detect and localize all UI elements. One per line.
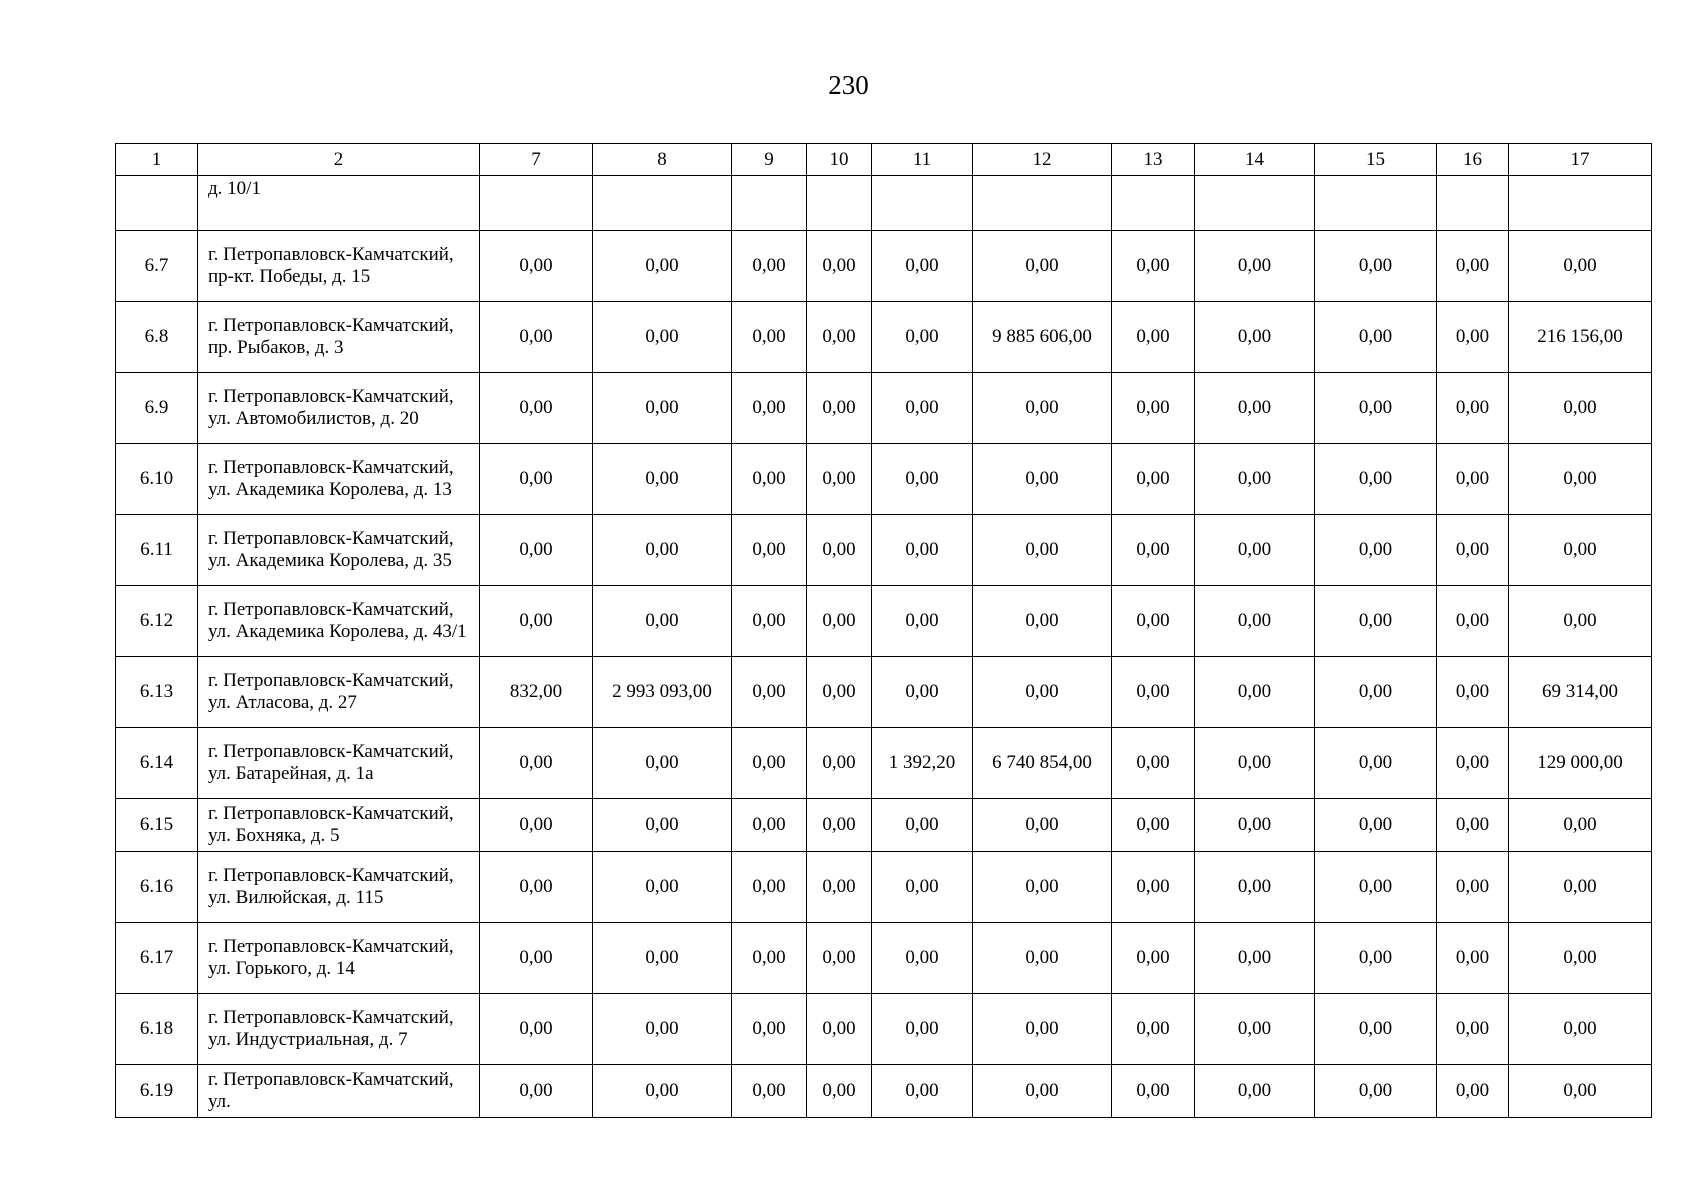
value-cell: 0,00 bbox=[807, 515, 872, 586]
value-cell: 0,00 bbox=[1112, 799, 1195, 852]
value-cell: 0,00 bbox=[973, 657, 1112, 728]
value-cell: 0,00 bbox=[1509, 586, 1652, 657]
row-number-cell: 6.18 bbox=[116, 994, 198, 1065]
value-cell: 0,00 bbox=[807, 852, 872, 923]
table-row-continued bbox=[116, 176, 1652, 231]
table-row bbox=[116, 302, 1652, 373]
value-cell: 832,00 bbox=[480, 657, 593, 728]
value-cell: 2 993 093,00 bbox=[593, 657, 732, 728]
table-row bbox=[116, 852, 1652, 923]
value-cell: 0,00 bbox=[1437, 586, 1509, 657]
value-cell: 0,00 bbox=[1509, 994, 1652, 1065]
value-cell: 0,00 bbox=[480, 1065, 593, 1118]
value-cell: 0,00 bbox=[807, 444, 872, 515]
row-number-cell: 6.9 bbox=[116, 373, 198, 444]
value-cell bbox=[1315, 176, 1437, 231]
table-row bbox=[116, 923, 1652, 994]
value-cell: 0,00 bbox=[1315, 444, 1437, 515]
value-cell: 0,00 bbox=[1437, 852, 1509, 923]
value-cell: 0,00 bbox=[593, 1065, 732, 1118]
address-cell: д. 10/1 bbox=[198, 176, 480, 231]
value-cell: 0,00 bbox=[1112, 923, 1195, 994]
value-cell: 0,00 bbox=[1315, 231, 1437, 302]
header-cell: 7 bbox=[480, 144, 593, 176]
value-cell: 0,00 bbox=[593, 302, 732, 373]
value-cell: 0,00 bbox=[480, 302, 593, 373]
address-cell: г. Петропавловск-Камчатский, пр. Рыбаков, д. 3 bbox=[198, 302, 480, 373]
value-cell: 0,00 bbox=[807, 231, 872, 302]
value-cell: 0,00 bbox=[732, 515, 807, 586]
value-cell: 0,00 bbox=[1195, 444, 1315, 515]
value-cell: 0,00 bbox=[1509, 515, 1652, 586]
value-cell: 0,00 bbox=[872, 657, 973, 728]
value-cell: 216 156,00 bbox=[1509, 302, 1652, 373]
value-cell bbox=[973, 176, 1112, 231]
header-cell: 11 bbox=[872, 144, 973, 176]
address-cell: г. Петропавловск-Камчатский, ул. Академика Королева, д. 43/1 bbox=[198, 586, 480, 657]
value-cell: 9 885 606,00 bbox=[973, 302, 1112, 373]
address-cell: г. Петропавловск-Камчатский, ул. Батарейная, д. 1а bbox=[198, 728, 480, 799]
row-number-cell: 6.16 bbox=[116, 852, 198, 923]
value-cell: 0,00 bbox=[973, 444, 1112, 515]
value-cell: 1 392,20 bbox=[872, 728, 973, 799]
address-cell: г. Петропавловск-Камчатский, ул. Горького, д. 14 bbox=[198, 923, 480, 994]
address-cell: г. Петропавловск-Камчатский, ул. Атласова, д. 27 bbox=[198, 657, 480, 728]
value-cell: 0,00 bbox=[1437, 444, 1509, 515]
header-cell: 1 bbox=[116, 144, 198, 176]
table-row bbox=[116, 799, 1652, 852]
value-cell: 0,00 bbox=[1195, 799, 1315, 852]
row-number-cell: 6.13 bbox=[116, 657, 198, 728]
value-cell bbox=[1112, 176, 1195, 231]
value-cell: 0,00 bbox=[973, 1065, 1112, 1118]
value-cell: 0,00 bbox=[872, 586, 973, 657]
table-row bbox=[116, 444, 1652, 515]
value-cell: 0,00 bbox=[1509, 231, 1652, 302]
value-cell: 0,00 bbox=[1315, 799, 1437, 852]
table-row bbox=[116, 994, 1652, 1065]
header-row bbox=[116, 144, 1652, 176]
value-cell: 0,00 bbox=[1112, 994, 1195, 1065]
value-cell: 0,00 bbox=[1509, 373, 1652, 444]
header-cell: 15 bbox=[1315, 144, 1437, 176]
value-cell: 0,00 bbox=[973, 373, 1112, 444]
table-row bbox=[116, 373, 1652, 444]
value-cell: 0,00 bbox=[1195, 302, 1315, 373]
value-cell: 0,00 bbox=[732, 444, 807, 515]
value-cell: 0,00 bbox=[807, 923, 872, 994]
value-cell: 0,00 bbox=[1112, 1065, 1195, 1118]
value-cell: 0,00 bbox=[1195, 586, 1315, 657]
address-cell: г. Петропавловск-Камчатский, ул. Индустриальная, д. 7 bbox=[198, 994, 480, 1065]
row-number-cell: 6.17 bbox=[116, 923, 198, 994]
value-cell: 0,00 bbox=[732, 373, 807, 444]
value-cell: 0,00 bbox=[480, 373, 593, 444]
value-cell: 0,00 bbox=[807, 728, 872, 799]
value-cell: 0,00 bbox=[732, 728, 807, 799]
value-cell: 0,00 bbox=[1437, 231, 1509, 302]
value-cell: 0,00 bbox=[1112, 586, 1195, 657]
value-cell bbox=[1195, 176, 1315, 231]
value-cell: 0,00 bbox=[872, 852, 973, 923]
table-row bbox=[116, 657, 1652, 728]
value-cell bbox=[807, 176, 872, 231]
row-number-cell bbox=[116, 176, 198, 231]
value-cell: 0,00 bbox=[732, 302, 807, 373]
value-cell: 0,00 bbox=[732, 799, 807, 852]
value-cell: 0,00 bbox=[732, 586, 807, 657]
value-cell: 0,00 bbox=[973, 852, 1112, 923]
value-cell: 0,00 bbox=[732, 994, 807, 1065]
value-cell: 0,00 bbox=[1195, 657, 1315, 728]
value-cell: 0,00 bbox=[1437, 994, 1509, 1065]
value-cell: 0,00 bbox=[1437, 799, 1509, 852]
value-cell: 0,00 bbox=[480, 728, 593, 799]
value-cell: 0,00 bbox=[973, 994, 1112, 1065]
address-cell: г. Петропавловск-Камчатский, ул. Автомобилистов, д. 20 bbox=[198, 373, 480, 444]
value-cell: 0,00 bbox=[593, 444, 732, 515]
value-cell: 0,00 bbox=[1437, 923, 1509, 994]
value-cell: 0,00 bbox=[872, 994, 973, 1065]
value-cell: 0,00 bbox=[1195, 994, 1315, 1065]
value-cell bbox=[593, 176, 732, 231]
value-cell: 0,00 bbox=[732, 923, 807, 994]
value-cell: 0,00 bbox=[973, 515, 1112, 586]
value-cell: 0,00 bbox=[872, 515, 973, 586]
header-cell: 17 bbox=[1509, 144, 1652, 176]
value-cell: 0,00 bbox=[480, 994, 593, 1065]
row-number-cell: 6.7 bbox=[116, 231, 198, 302]
value-cell: 0,00 bbox=[1315, 302, 1437, 373]
value-cell: 0,00 bbox=[593, 728, 732, 799]
value-cell: 0,00 bbox=[480, 444, 593, 515]
value-cell: 0,00 bbox=[1112, 373, 1195, 444]
value-cell: 0,00 bbox=[1112, 444, 1195, 515]
value-cell: 0,00 bbox=[1509, 799, 1652, 852]
value-cell: 0,00 bbox=[480, 923, 593, 994]
value-cell: 0,00 bbox=[593, 586, 732, 657]
value-cell: 0,00 bbox=[807, 1065, 872, 1118]
value-cell: 0,00 bbox=[593, 515, 732, 586]
value-cell: 0,00 bbox=[732, 1065, 807, 1118]
table-row bbox=[116, 586, 1652, 657]
row-number-cell: 6.10 bbox=[116, 444, 198, 515]
value-cell: 0,00 bbox=[1195, 515, 1315, 586]
value-cell: 0,00 bbox=[872, 923, 973, 994]
value-cell bbox=[1509, 176, 1652, 231]
value-cell: 0,00 bbox=[732, 231, 807, 302]
value-cell: 0,00 bbox=[1437, 728, 1509, 799]
table-row bbox=[116, 515, 1652, 586]
address-cell: г. Петропавловск-Камчатский, ул. Академика Королева, д. 35 bbox=[198, 515, 480, 586]
value-cell: 0,00 bbox=[973, 923, 1112, 994]
value-cell: 0,00 bbox=[973, 231, 1112, 302]
value-cell: 0,00 bbox=[1315, 852, 1437, 923]
value-cell: 0,00 bbox=[1315, 373, 1437, 444]
value-cell: 0,00 bbox=[1437, 302, 1509, 373]
value-cell: 0,00 bbox=[1195, 923, 1315, 994]
value-cell: 6 740 854,00 bbox=[973, 728, 1112, 799]
row-number-cell: 6.12 bbox=[116, 586, 198, 657]
value-cell: 0,00 bbox=[1509, 923, 1652, 994]
value-cell: 0,00 bbox=[1509, 1065, 1652, 1118]
value-cell: 0,00 bbox=[1437, 373, 1509, 444]
address-cell: г. Петропавловск-Камчатский, ул. Бохняка, д. 5 bbox=[198, 799, 480, 852]
value-cell: 0,00 bbox=[1437, 515, 1509, 586]
value-cell: 0,00 bbox=[1437, 1065, 1509, 1118]
value-cell: 0,00 bbox=[1437, 657, 1509, 728]
value-cell: 0,00 bbox=[807, 994, 872, 1065]
value-cell: 0,00 bbox=[1112, 302, 1195, 373]
value-cell: 0,00 bbox=[1509, 444, 1652, 515]
value-cell: 0,00 bbox=[872, 373, 973, 444]
value-cell: 0,00 bbox=[872, 444, 973, 515]
value-cell bbox=[872, 176, 973, 231]
value-cell: 0,00 bbox=[1112, 728, 1195, 799]
value-cell: 0,00 bbox=[593, 373, 732, 444]
value-cell: 0,00 bbox=[593, 994, 732, 1065]
value-cell: 0,00 bbox=[480, 231, 593, 302]
row-number-cell: 6.19 bbox=[116, 1065, 198, 1118]
value-cell: 0,00 bbox=[1315, 515, 1437, 586]
header-cell: 14 bbox=[1195, 144, 1315, 176]
table-row bbox=[116, 728, 1652, 799]
header-cell: 10 bbox=[807, 144, 872, 176]
value-cell bbox=[480, 176, 593, 231]
value-cell: 0,00 bbox=[872, 799, 973, 852]
row-number-cell: 6.14 bbox=[116, 728, 198, 799]
row-number-cell: 6.11 bbox=[116, 515, 198, 586]
value-cell: 0,00 bbox=[807, 373, 872, 444]
header-cell: 12 bbox=[973, 144, 1112, 176]
value-cell: 0,00 bbox=[593, 852, 732, 923]
value-cell: 0,00 bbox=[732, 657, 807, 728]
value-cell: 129 000,00 bbox=[1509, 728, 1652, 799]
value-cell: 0,00 bbox=[1315, 657, 1437, 728]
value-cell: 0,00 bbox=[480, 852, 593, 923]
header-cell: 13 bbox=[1112, 144, 1195, 176]
data-table bbox=[115, 143, 1652, 1118]
value-cell: 0,00 bbox=[807, 586, 872, 657]
value-cell: 0,00 bbox=[1195, 1065, 1315, 1118]
value-cell: 0,00 bbox=[593, 231, 732, 302]
value-cell: 0,00 bbox=[1195, 728, 1315, 799]
header-cell: 2 bbox=[198, 144, 480, 176]
value-cell: 0,00 bbox=[1315, 728, 1437, 799]
value-cell: 0,00 bbox=[593, 799, 732, 852]
value-cell: 0,00 bbox=[1315, 1065, 1437, 1118]
value-cell: 69 314,00 bbox=[1509, 657, 1652, 728]
value-cell: 0,00 bbox=[872, 1065, 973, 1118]
row-number-cell: 6.8 bbox=[116, 302, 198, 373]
value-cell: 0,00 bbox=[1112, 657, 1195, 728]
value-cell bbox=[1437, 176, 1509, 231]
header-cell: 9 bbox=[732, 144, 807, 176]
value-cell: 0,00 bbox=[732, 852, 807, 923]
value-cell: 0,00 bbox=[1315, 994, 1437, 1065]
address-cell: г. Петропавловск-Камчатский, ул. bbox=[198, 1065, 480, 1118]
header-cell: 16 bbox=[1437, 144, 1509, 176]
value-cell: 0,00 bbox=[1112, 231, 1195, 302]
value-cell: 0,00 bbox=[1195, 373, 1315, 444]
value-cell: 0,00 bbox=[1315, 923, 1437, 994]
address-cell: г. Петропавловск-Камчатский, ул. Вилюйская, д. 115 bbox=[198, 852, 480, 923]
table-row bbox=[116, 1065, 1652, 1118]
value-cell: 0,00 bbox=[480, 586, 593, 657]
value-cell: 0,00 bbox=[807, 302, 872, 373]
value-cell: 0,00 bbox=[480, 799, 593, 852]
value-cell: 0,00 bbox=[1509, 852, 1652, 923]
header-cell: 8 bbox=[593, 144, 732, 176]
value-cell: 0,00 bbox=[807, 799, 872, 852]
page-number: 230 bbox=[828, 70, 869, 100]
value-cell: 0,00 bbox=[807, 657, 872, 728]
value-cell: 0,00 bbox=[1112, 515, 1195, 586]
value-cell: 0,00 bbox=[1315, 586, 1437, 657]
row-number-cell: 6.15 bbox=[116, 799, 198, 852]
value-cell: 0,00 bbox=[973, 799, 1112, 852]
value-cell: 0,00 bbox=[1195, 231, 1315, 302]
value-cell: 0,00 bbox=[480, 515, 593, 586]
value-cell: 0,00 bbox=[1112, 852, 1195, 923]
address-cell: г. Петропавловск-Камчатский, пр-кт. Победы, д. 15 bbox=[198, 231, 480, 302]
value-cell: 0,00 bbox=[593, 923, 732, 994]
value-cell: 0,00 bbox=[1195, 852, 1315, 923]
address-cell: г. Петропавловск-Камчатский, ул. Академика Королева, д. 13 bbox=[198, 444, 480, 515]
table-row bbox=[116, 231, 1652, 302]
value-cell bbox=[732, 176, 807, 231]
value-cell: 0,00 bbox=[872, 302, 973, 373]
value-cell: 0,00 bbox=[973, 586, 1112, 657]
value-cell: 0,00 bbox=[872, 231, 973, 302]
